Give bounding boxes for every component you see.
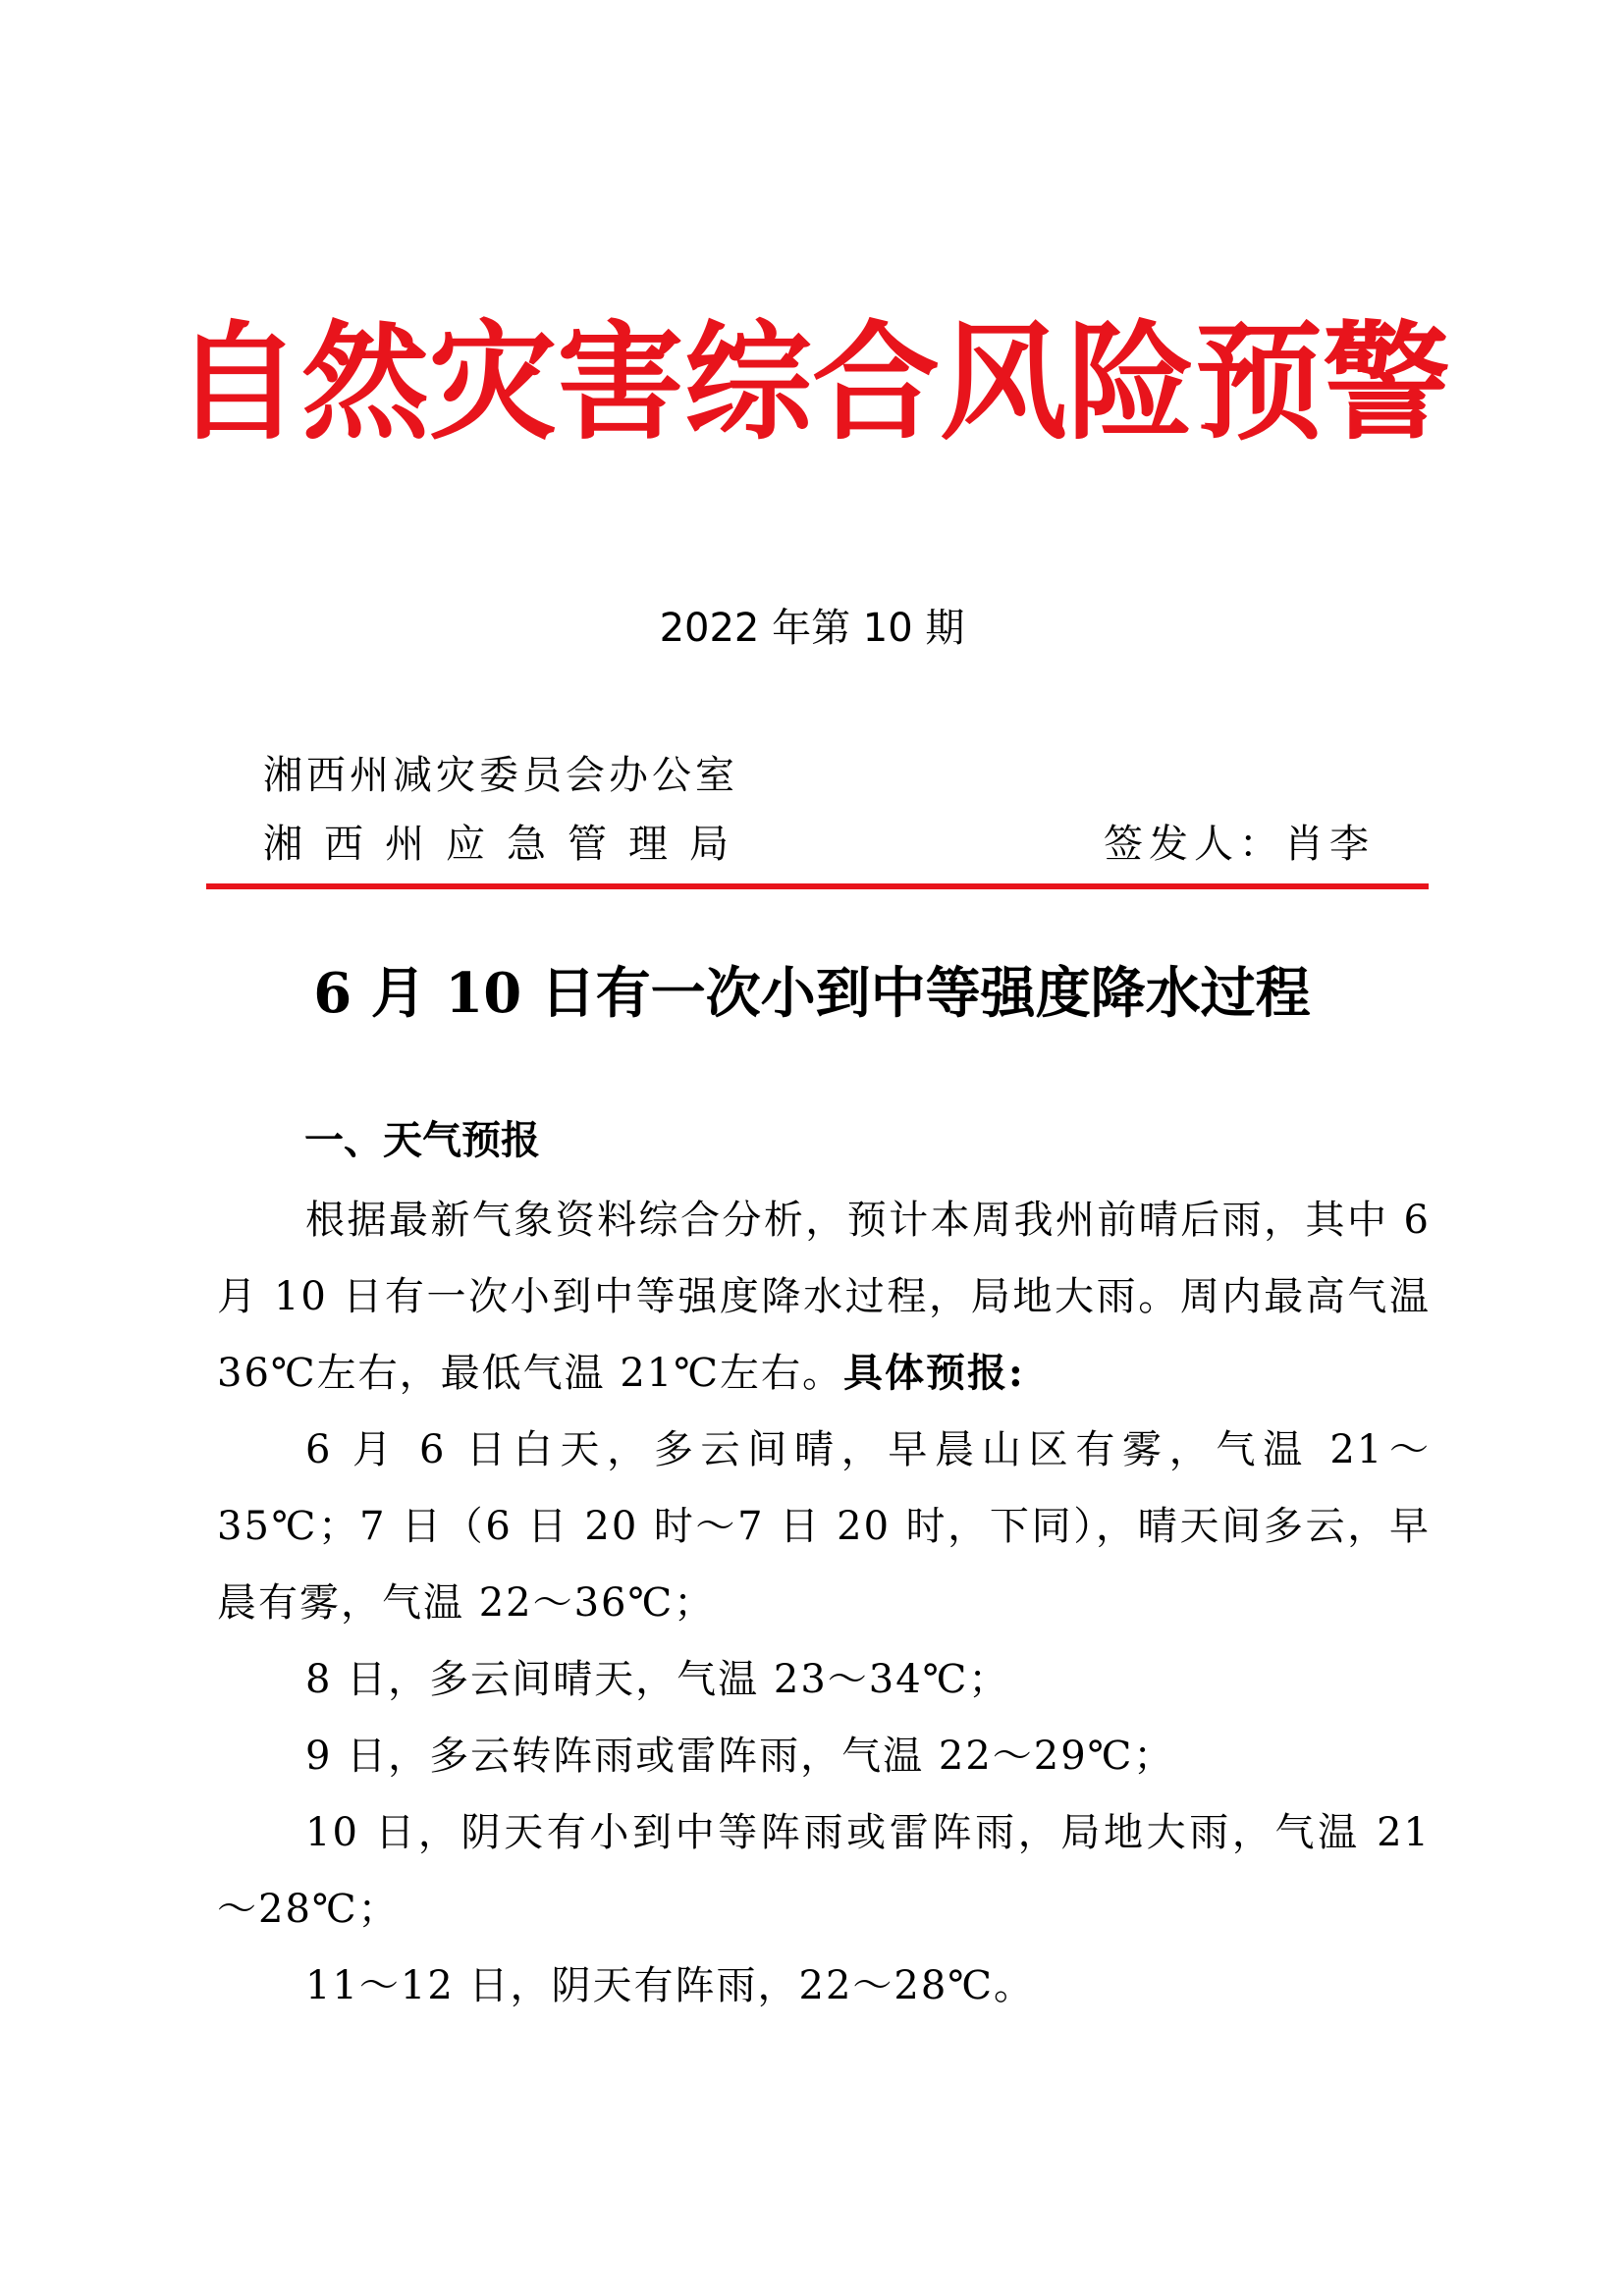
- warning-banner-title: 自然灾害综合风险预警: [173, 307, 1450, 457]
- issuer-bureau: 湘西州应急管理局: [263, 822, 750, 867]
- paragraph-day9: 9 日，多云转阵雨或雷阵雨，气温 22～29℃；: [305, 1734, 1175, 1779]
- intro-bold-text: 具体预报:: [843, 1350, 1025, 1396]
- document-title: 6 月 10 日有一次小到中等强度降水过程: [313, 961, 1311, 1026]
- paragraph-day11-12: 11～12 日，阴天有阵雨，22～28℃。: [305, 1963, 1036, 2008]
- issue-number: 2022 年第 10 期: [659, 606, 965, 651]
- intro-text: 根据最新气象资料综合分析，预计本周我州前晴后雨，其中 6 月 10 日有一次小到中等强度降水过程，局地大雨。周内最高气温 36℃左右，最低气温 21℃左右。: [217, 1198, 1431, 1396]
- red-divider: [206, 883, 1429, 889]
- section-heading-weather-forecast: 一、天气预报: [304, 1118, 540, 1163]
- signer: 签发人：肖李: [1104, 822, 1375, 867]
- paragraph-day8: 8 日，多云间晴天，气温 23～34℃；: [305, 1657, 1010, 1702]
- issuer-office: 湘西州减灾委员会办公室: [263, 753, 738, 798]
- document-body: [217, 1182, 1431, 2024]
- paragraph-day6-7: 6 月 6 日白天，多云间晴，早晨山区有雾，气温 21～35℃；7 日（6 日 20 时～7 日 20 时，下同），晴天间多云，早晨有雾，气温 22～36℃；: [217, 1427, 1431, 1626]
- paragraph-day10: 10 日，阴天有小到中等阵雨或雷阵雨，局地大雨，气温 21～28℃；: [217, 1810, 1431, 1932]
- paragraph-intro: [217, 1182, 1431, 1412]
